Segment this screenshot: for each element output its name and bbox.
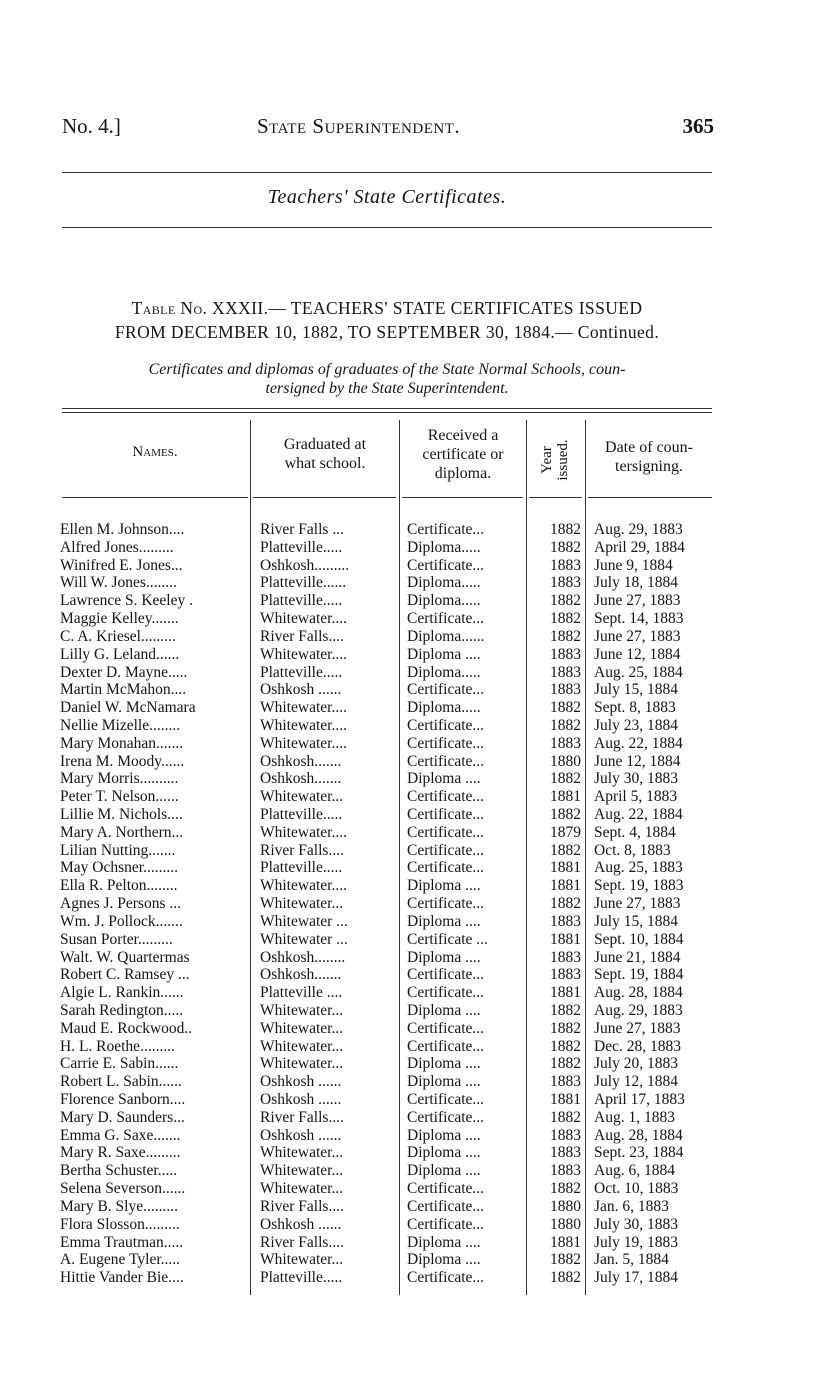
cell-name: Dexter D. Mayne..... <box>60 663 188 681</box>
column-header-names: Names. <box>132 444 178 460</box>
header-underline <box>62 497 248 498</box>
cell-date: Aug. 22, 1884 <box>594 806 683 823</box>
cell-date: Sept. 19, 1883 <box>594 877 684 895</box>
header-rule-top <box>62 172 712 173</box>
cell-received: Certificate... <box>407 966 485 984</box>
cell-date: July 30, 1883 <box>594 770 678 788</box>
cell-name: H. L. Roethe......... <box>60 1037 175 1055</box>
cell-year: 1883 <box>550 556 581 574</box>
cell-date: Sept. 8, 1883 <box>594 699 676 717</box>
cell-name: Will W. Jones........ <box>60 574 177 592</box>
cell-date: Aug. 29, 1883 <box>594 1001 683 1019</box>
cell-year: 1882 <box>550 770 581 788</box>
header-school-line2: what school. <box>284 455 366 472</box>
cell-date: July 15, 1884 <box>594 681 678 699</box>
header-rule-bottom <box>62 227 712 228</box>
cell-date: Sept. 23, 1884 <box>594 1144 684 1162</box>
cell-school: Oshkosh....... <box>260 966 342 984</box>
cell-name: Robert C. Ramsey ... <box>60 966 190 984</box>
table-subtitle <box>62 360 712 398</box>
cell-school: Platteville .... <box>260 984 343 1002</box>
table-row <box>0 949 831 967</box>
header-year-line1: Year <box>539 446 555 474</box>
cell-school: Platteville..... <box>260 538 343 556</box>
cell-received: Certificate... <box>407 1269 485 1287</box>
cell-received: Diploma..... <box>407 663 481 681</box>
table-body <box>0 521 831 1287</box>
cell-name: Lillie M. Nichols.... <box>60 806 183 823</box>
cell-name: Mary A. Northern... <box>60 823 184 841</box>
cell-name: May Ochsner......... <box>60 859 178 877</box>
cell-received: Certificate... <box>407 716 485 734</box>
subtitle-line1: Certificates and diplomas of graduates of the State Normal Schools, coun- <box>148 361 626 378</box>
cell-received: Certificate... <box>407 984 485 1002</box>
cell-received: Diploma..... <box>407 574 481 592</box>
cell-year: 1882 <box>550 1180 581 1198</box>
table-row <box>0 1162 831 1180</box>
cell-received: Certificate... <box>407 1019 485 1037</box>
cell-school: Oshkosh ...... <box>260 1215 342 1233</box>
cell-year: 1882 <box>550 841 581 859</box>
issue-number: No. 4.] <box>62 114 121 138</box>
cell-year: 1883 <box>550 1144 581 1162</box>
cell-date: June 9, 1884 <box>594 556 673 574</box>
cell-received: Certificate... <box>407 1037 485 1055</box>
cell-school: Whitewater... <box>260 1162 344 1180</box>
cell-date: Sept. 4, 1884 <box>594 823 676 841</box>
table-row <box>0 913 831 931</box>
cell-school: River Falls.... <box>260 1197 344 1215</box>
table-row <box>0 931 831 949</box>
table-row <box>0 1234 831 1252</box>
table-top-rule <box>62 408 712 416</box>
table-title-line2: FROM DECEMBER 10, 1882, TO SEPTEMBER 30, 1884.— Continued. <box>114 322 660 342</box>
table-row <box>0 770 831 788</box>
table-row <box>0 1020 831 1038</box>
table-row <box>0 984 831 1002</box>
table-number: Table No. XXXII. <box>131 298 269 318</box>
table-row <box>0 877 831 895</box>
cell-name: Emma G. Saxe....... <box>60 1126 181 1144</box>
cell-year: 1881 <box>550 877 581 895</box>
table-row <box>0 521 831 539</box>
cell-name: Mary D. Saunders... <box>60 1108 185 1126</box>
cell-received: Certificate... <box>407 681 485 699</box>
cell-received: Diploma .... <box>407 1055 481 1073</box>
cell-school: Whitewater... <box>260 1144 344 1162</box>
cell-school: River Falls.... <box>260 627 344 645</box>
cell-year: 1882 <box>550 592 581 610</box>
table-row <box>0 788 831 806</box>
cell-name: Selena Severson...... <box>60 1180 186 1198</box>
cell-school: Whitewater... <box>260 1251 344 1269</box>
header-year-line2: issued. <box>555 439 571 481</box>
cell-received: Diploma .... <box>407 912 481 930</box>
cell-year: 1882 <box>550 699 581 717</box>
cell-date: Oct. 10, 1883 <box>594 1180 679 1198</box>
cell-received: Certificate... <box>407 610 485 628</box>
cell-date: June 27, 1883 <box>594 1019 681 1037</box>
cell-received: Certificate... <box>407 521 485 538</box>
table-row <box>0 557 831 575</box>
cell-year: 1883 <box>550 645 581 663</box>
cell-received: Diploma .... <box>407 1126 481 1144</box>
cell-received: Diploma .... <box>407 1073 481 1091</box>
table-row <box>0 539 831 557</box>
cell-school: Oshkosh......... <box>260 556 350 574</box>
cell-school: Oshkosh ...... <box>260 1126 342 1144</box>
cell-name: Flora Slosson......... <box>60 1215 180 1233</box>
cell-received: Certificate... <box>407 823 485 841</box>
cell-date: Aug. 22, 1884 <box>594 734 683 752</box>
cell-received: Diploma .... <box>407 948 481 966</box>
cell-name: Wm. J. Pollock....... <box>60 912 183 930</box>
table-row <box>0 610 831 628</box>
column-header-date <box>587 438 711 476</box>
table-row <box>0 895 831 913</box>
subtitle-line2: tersigned by the State Superintendent. <box>265 380 509 397</box>
cell-school: Oshkosh ...... <box>260 681 342 699</box>
cell-school: Oshkosh....... <box>260 752 342 770</box>
cell-date: Sept. 10, 1884 <box>594 930 684 948</box>
header-received-line3: diploma. <box>434 465 492 482</box>
cell-name: Lilian Nutting....... <box>60 841 176 859</box>
cell-year: 1882 <box>550 806 581 823</box>
header-received-line1: Received a <box>427 427 499 444</box>
cell-received: Certificate... <box>407 1197 485 1215</box>
cell-name: Mary R. Saxe......... <box>60 1144 181 1162</box>
cell-name: Mary Monahan....... <box>60 734 184 752</box>
cell-year: 1882 <box>550 1269 581 1287</box>
cell-date: Aug. 29, 1883 <box>594 521 683 538</box>
table-row <box>0 1269 831 1287</box>
cell-year: 1882 <box>550 1001 581 1019</box>
cell-received: Certificate... <box>407 1108 485 1126</box>
cell-name: Hittie Vander Bie.... <box>60 1269 184 1287</box>
cell-name: Daniel W. McNamara <box>60 699 196 717</box>
table-row <box>0 824 831 842</box>
cell-date: Aug. 25, 1883 <box>594 859 683 877</box>
cell-year: 1882 <box>550 610 581 628</box>
cell-year: 1882 <box>550 627 581 645</box>
header-school-line1: Graduated at <box>283 436 367 453</box>
cell-received: Certificate... <box>407 1091 485 1108</box>
cell-name: Alfred Jones......... <box>60 538 174 556</box>
cell-school: Whitewater.... <box>260 877 347 895</box>
cell-year: 1883 <box>550 1126 581 1144</box>
cell-school: Platteville..... <box>260 1269 343 1287</box>
cell-received: Certificate... <box>407 788 485 806</box>
cell-name: Sarah Redington..... <box>60 1001 184 1019</box>
cell-received: Certificate... <box>407 841 485 859</box>
cell-year: 1882 <box>550 538 581 556</box>
cell-name: Nellie Mizelle........ <box>60 716 181 734</box>
cell-school: Whitewater... <box>260 1180 344 1198</box>
cell-school: Whitewater... <box>260 1037 344 1055</box>
header-date-line1: Date of coun- <box>605 439 693 456</box>
cell-year: 1883 <box>550 681 581 699</box>
cell-school: Whitewater.... <box>260 823 347 841</box>
cell-date: June 27, 1883 <box>594 627 681 645</box>
cell-date: July 15, 1884 <box>594 912 678 930</box>
section-title: Teachers' State Certificates. <box>267 186 507 208</box>
header-underline <box>402 497 523 498</box>
cell-year: 1881 <box>550 1233 581 1251</box>
table-row <box>0 574 831 592</box>
cell-date: Sept. 19, 1884 <box>594 966 684 984</box>
cell-received: Diploma .... <box>407 1233 481 1251</box>
cell-school: Whitewater... <box>260 895 344 913</box>
table-row <box>0 1144 831 1162</box>
cell-date: April 17, 1883 <box>594 1091 685 1108</box>
table-row <box>0 1091 831 1109</box>
cell-received: Certificate... <box>407 734 485 752</box>
cell-year: 1880 <box>550 1215 581 1233</box>
cell-date: Jan. 5, 1884 <box>594 1251 669 1269</box>
cell-name: Maggie Kelley....... <box>60 610 179 628</box>
column-header-received <box>401 426 525 483</box>
cell-school: Whitewater... <box>260 788 344 806</box>
cell-received: Diploma...... <box>407 627 485 645</box>
cell-date: June 21, 1884 <box>594 948 681 966</box>
table-row <box>0 1038 831 1056</box>
cell-year: 1883 <box>550 1073 581 1091</box>
cell-date: Aug. 28, 1884 <box>594 1126 683 1144</box>
cell-year: 1882 <box>550 1251 581 1269</box>
cell-school: River Falls ... <box>260 521 344 538</box>
cell-received: Diploma .... <box>407 1162 481 1180</box>
cell-date: April 5, 1883 <box>594 788 678 806</box>
table-row <box>0 1109 831 1127</box>
cell-received: Certificate... <box>407 752 485 770</box>
cell-year: 1883 <box>550 734 581 752</box>
cell-received: Diploma .... <box>407 1251 481 1269</box>
cell-name: Emma Trautman..... <box>60 1233 184 1251</box>
cell-name: Bertha Schuster..... <box>60 1162 178 1180</box>
cell-year: 1881 <box>550 788 581 806</box>
table-row <box>0 681 831 699</box>
cell-year: 1882 <box>550 1019 581 1037</box>
running-title: State Superintendent. <box>257 114 461 138</box>
table-row <box>0 717 831 735</box>
cell-name: C. A. Kriesel......... <box>60 627 176 645</box>
header-underline <box>253 497 396 498</box>
cell-year: 1882 <box>550 1055 581 1073</box>
cell-year: 1881 <box>550 1091 581 1108</box>
header-underline <box>588 497 712 498</box>
cell-received: Diploma .... <box>407 1001 481 1019</box>
page-number: 365 <box>682 114 714 138</box>
cell-school: Whitewater ... <box>260 912 348 930</box>
cell-date: June 27, 1883 <box>594 592 681 610</box>
header-received-line2: certificate or <box>422 446 504 463</box>
cell-received: Certificate... <box>407 1215 485 1233</box>
cell-received: Certificate ... <box>407 930 488 948</box>
table-row <box>0 1002 831 1020</box>
cell-name: Agnes J. Persons ... <box>60 895 181 913</box>
cell-year: 1879 <box>550 823 581 841</box>
cell-received: Certificate... <box>407 1180 485 1198</box>
column-header-year <box>525 420 585 500</box>
cell-received: Diploma .... <box>407 877 481 895</box>
cell-received: Diploma..... <box>407 538 481 556</box>
cell-school: Whitewater ... <box>260 930 348 948</box>
running-head <box>62 114 714 144</box>
cell-year: 1883 <box>550 912 581 930</box>
cell-name: Mary Morris.......... <box>60 770 179 788</box>
table-row <box>0 966 831 984</box>
cell-date: Oct. 8, 1883 <box>594 841 671 859</box>
cell-year: 1881 <box>550 930 581 948</box>
cell-year: 1881 <box>550 859 581 877</box>
cell-name: Algie L. Rankin...... <box>60 984 184 1002</box>
cell-school: Whitewater.... <box>260 699 347 717</box>
cell-name: Ellen M. Johnson.... <box>60 521 185 538</box>
header-underline <box>529 497 582 498</box>
table-row <box>0 628 831 646</box>
cell-year: 1882 <box>550 716 581 734</box>
cell-received: Certificate... <box>407 556 485 574</box>
cell-date: July 20, 1883 <box>594 1055 678 1073</box>
cell-date: April 29, 1884 <box>594 538 685 556</box>
cell-received: Certificate... <box>407 859 485 877</box>
cell-year: 1880 <box>550 752 581 770</box>
cell-date: June 12, 1884 <box>594 752 681 770</box>
cell-date: July 30, 1883 <box>594 1215 678 1233</box>
table-row <box>0 592 831 610</box>
cell-year: 1880 <box>550 1197 581 1215</box>
cell-year: 1882 <box>550 1108 581 1126</box>
cell-date: Aug. 25, 1884 <box>594 663 683 681</box>
cell-date: July 19, 1883 <box>594 1233 678 1251</box>
cell-received: Certificate... <box>407 806 485 823</box>
cell-year: 1883 <box>550 663 581 681</box>
cell-name: Maud E. Rockwood.. <box>60 1019 193 1037</box>
cell-school: Whitewater.... <box>260 734 347 752</box>
cell-name: Peter T. Nelson...... <box>60 788 179 806</box>
cell-name: Carrie E. Sabin...... <box>60 1055 179 1073</box>
cell-school: River Falls.... <box>260 841 344 859</box>
cell-date: July 23, 1884 <box>594 716 678 734</box>
table-row <box>0 664 831 682</box>
cell-school: River Falls.... <box>260 1108 344 1126</box>
cell-name: Irena M. Moody...... <box>60 752 185 770</box>
cell-year: 1881 <box>550 984 581 1002</box>
cell-name: Susan Porter......... <box>60 930 173 948</box>
column-header-school <box>252 435 398 473</box>
table-row <box>0 1216 831 1234</box>
cell-name: Lawrence S. Keeley . <box>60 592 193 610</box>
cell-received: Diploma .... <box>407 645 481 663</box>
cell-year: 1882 <box>550 521 581 538</box>
cell-year: 1883 <box>550 948 581 966</box>
table-title-line1: — TEACHERS' STATE CERTIFICATES ISSUED <box>268 298 643 318</box>
cell-date: Jan. 6, 1883 <box>594 1197 669 1215</box>
cell-received: Diploma .... <box>407 770 481 788</box>
table-row <box>0 1251 831 1269</box>
cell-school: Platteville..... <box>260 859 343 877</box>
table-row <box>0 646 831 664</box>
cell-school: Platteville...... <box>260 574 347 592</box>
cell-school: Whitewater.... <box>260 645 347 663</box>
cell-date: Aug. 6, 1884 <box>594 1162 675 1180</box>
cell-date: July 17, 1884 <box>594 1269 678 1287</box>
cell-school: Whitewater.... <box>260 610 347 628</box>
cell-date: June 27, 1883 <box>594 895 681 913</box>
table-row <box>0 859 831 877</box>
cell-name: Robert L. Sabin...... <box>60 1073 182 1091</box>
table-row <box>0 1055 831 1073</box>
cell-year: 1883 <box>550 574 581 592</box>
cell-school: Platteville..... <box>260 663 343 681</box>
cell-year: 1882 <box>550 1037 581 1055</box>
cell-school: Whitewater... <box>260 1019 344 1037</box>
cell-year: 1883 <box>550 966 581 984</box>
table-row <box>0 1180 831 1198</box>
cell-name: Florence Sanborn.... <box>60 1091 186 1108</box>
cell-name: Martin McMahon.... <box>60 681 187 699</box>
cell-school: River Falls.... <box>260 1233 344 1251</box>
table-row <box>0 753 831 771</box>
cell-school: Platteville..... <box>260 592 343 610</box>
cell-school: Platteville..... <box>260 806 343 823</box>
cell-date: Dec. 28, 1883 <box>594 1037 681 1055</box>
table-row <box>0 1127 831 1145</box>
cell-date: July 12, 1884 <box>594 1073 678 1091</box>
cell-date: July 18, 1884 <box>594 574 678 592</box>
cell-school: Whitewater... <box>260 1001 344 1019</box>
cell-name: Ella R. Pelton........ <box>60 877 178 895</box>
table-title <box>62 296 712 344</box>
cell-received: Diploma..... <box>407 592 481 610</box>
cell-received: Diploma..... <box>407 699 481 717</box>
cell-name: A. Eugene Tyler..... <box>60 1251 181 1269</box>
table-row <box>0 842 831 860</box>
table-row <box>0 806 831 824</box>
cell-year: 1883 <box>550 1162 581 1180</box>
cell-school: Oshkosh ...... <box>260 1073 342 1091</box>
cell-school: Oshkosh ...... <box>260 1091 342 1108</box>
cell-year: 1882 <box>550 895 581 913</box>
cell-received: Certificate... <box>407 895 485 913</box>
cell-school: Whitewater.... <box>260 716 347 734</box>
table-row <box>0 699 831 717</box>
table-row <box>0 1073 831 1091</box>
cell-school: Whitewater... <box>260 1055 344 1073</box>
cell-name: Mary B. Slye......... <box>60 1197 178 1215</box>
cell-date: Aug. 1, 1883 <box>594 1108 675 1126</box>
cell-date: Sept. 14, 1883 <box>594 610 684 628</box>
header-date-line2: tersigning. <box>615 458 683 475</box>
cell-received: Diploma .... <box>407 1144 481 1162</box>
cell-name: Winifred E. Jones... <box>60 556 183 574</box>
table-row <box>0 1198 831 1216</box>
cell-date: June 12, 1884 <box>594 645 681 663</box>
cell-name: Walt. W. Quartermas <box>60 948 190 966</box>
cell-name: Lilly G. Leland...... <box>60 645 180 663</box>
table-row <box>0 735 831 753</box>
cell-date: Aug. 28, 1884 <box>594 984 683 1002</box>
cell-school: Oshkosh........ <box>260 948 346 966</box>
cell-school: Oshkosh....... <box>260 770 342 788</box>
